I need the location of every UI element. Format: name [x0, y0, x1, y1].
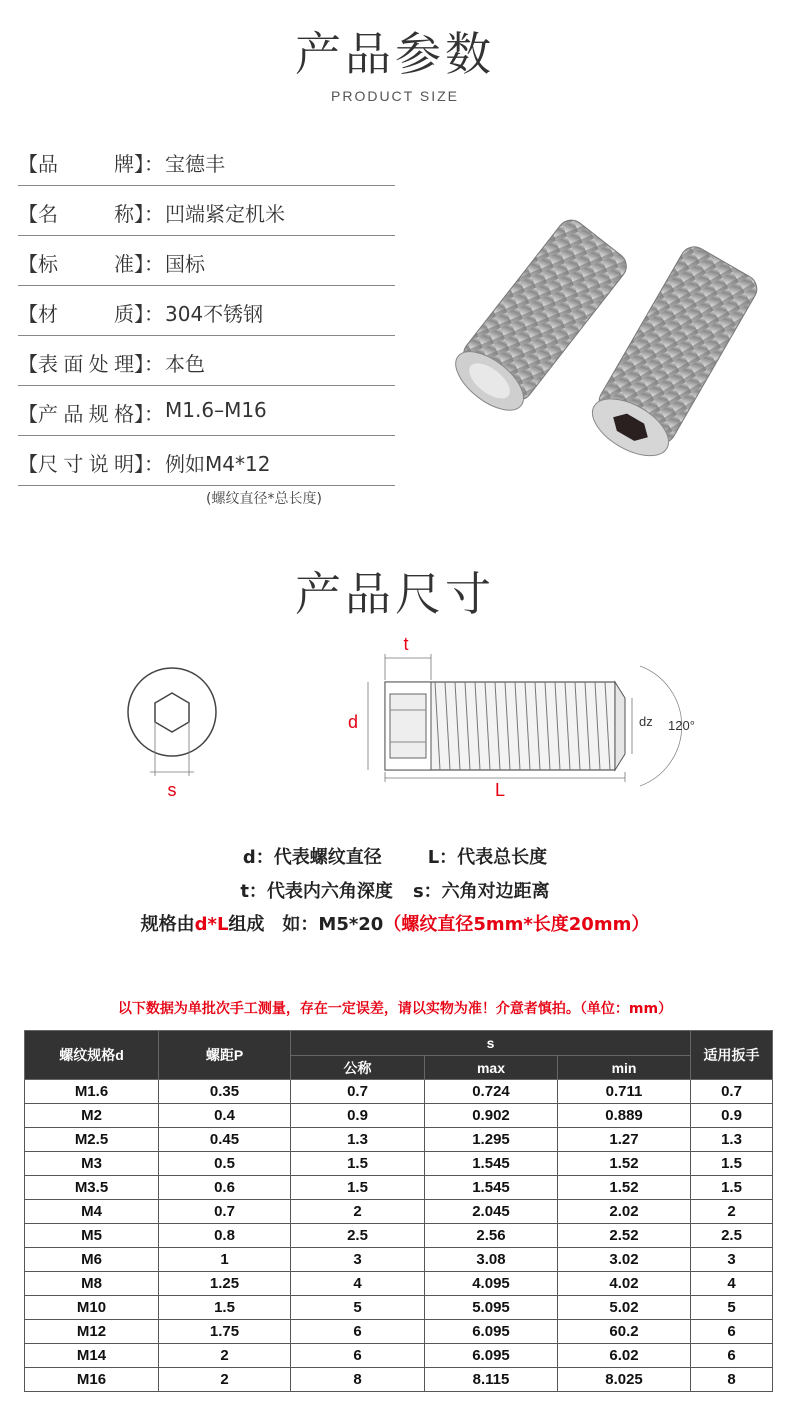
table-cell: 5: [691, 1296, 773, 1320]
table-cell: 1.5: [159, 1296, 291, 1320]
table-cell: 4.095: [425, 1272, 558, 1296]
header-pitch: 螺距P: [159, 1031, 291, 1080]
table-cell: 6: [691, 1344, 773, 1368]
table-cell: 1.25: [159, 1272, 291, 1296]
spec-value: 凹端紧定机米: [165, 202, 285, 226]
s-label: s: [167, 780, 177, 800]
legend-line-3: [0, 910, 790, 936]
table-row: [25, 1104, 773, 1128]
table-cell: 0.5: [159, 1152, 291, 1176]
table-cell: 3: [691, 1248, 773, 1272]
table-cell: 5.095: [425, 1296, 558, 1320]
table-cell: 0.7: [291, 1080, 425, 1104]
spec-row: [18, 236, 395, 286]
legend-line-1: [0, 843, 790, 869]
measurement-warning: 以下数据为单批次手工测量，存在一定误差，请以实物为准！介意者慎拍。（单位：mm）: [117, 1001, 673, 1017]
table-cell: 0.7: [159, 1200, 291, 1224]
table-cell: 2: [159, 1344, 291, 1368]
legend-formula: d*L: [194, 914, 229, 935]
table-cell: 2: [159, 1368, 291, 1392]
spec-value: 304不锈钢: [165, 302, 264, 326]
table-cell: 2.52: [558, 1224, 691, 1248]
table-cell: M16: [25, 1368, 159, 1392]
spec-row: [18, 336, 395, 386]
legend-t: t：代表内六角深度: [240, 881, 393, 902]
table-cell: 8: [691, 1368, 773, 1392]
table-row: [25, 1152, 773, 1176]
L-label: L: [494, 780, 506, 800]
spec-value: 宝德丰: [165, 152, 225, 176]
header-min: min: [558, 1056, 691, 1080]
dimension-diagram: [100, 630, 720, 810]
table-cell: 3: [291, 1248, 425, 1272]
legend-example: 组成 如：M5*20: [228, 914, 384, 935]
spec-label: 【标准】：: [18, 252, 164, 276]
table-cell: 1.545: [425, 1152, 558, 1176]
table-cell: 6.095: [425, 1320, 558, 1344]
d-label: d: [347, 712, 359, 732]
table-cell: M5: [25, 1224, 159, 1248]
page-subtitle: PRODUCT SIZE: [331, 88, 459, 104]
table-cell: 1: [159, 1248, 291, 1272]
spec-note: (螺纹直径*总长度): [206, 491, 322, 507]
spec-label: 【尺寸说明】：: [18, 452, 164, 476]
table-cell: 1.5: [691, 1152, 773, 1176]
header-max: max: [425, 1056, 558, 1080]
table-cell: M2: [25, 1104, 159, 1128]
header-nominal: 公称: [291, 1056, 425, 1080]
spec-label: 【材质】：: [18, 302, 164, 326]
table-cell: 1.5: [291, 1152, 425, 1176]
table-cell: 1.75: [159, 1320, 291, 1344]
page-title: 产品参数: [295, 27, 495, 81]
table-row: [25, 1248, 773, 1272]
table-cell: 0.711: [558, 1080, 691, 1104]
legend-d: d：代表螺纹直径: [242, 847, 382, 868]
header-s: s: [291, 1031, 691, 1056]
table-cell: M10: [25, 1296, 159, 1320]
spec-label: 【品牌】：: [18, 152, 164, 176]
table-cell: M1.6: [25, 1080, 159, 1104]
table-row: [25, 1320, 773, 1344]
table-cell: 8.115: [425, 1368, 558, 1392]
dz-label: dz: [639, 714, 653, 729]
table-cell: 2.5: [691, 1224, 773, 1248]
table-cell: M2.5: [25, 1128, 159, 1152]
table-cell: 6: [691, 1320, 773, 1344]
table-cell: 1.545: [425, 1176, 558, 1200]
table-cell: 0.4: [159, 1104, 291, 1128]
table-cell: 1.52: [558, 1152, 691, 1176]
table-cell: 2: [691, 1200, 773, 1224]
table-cell: M14: [25, 1344, 159, 1368]
table-cell: 0.7: [691, 1080, 773, 1104]
table-cell: 2.5: [291, 1224, 425, 1248]
header-wrench: 适用扳手: [691, 1031, 773, 1080]
table-cell: 6.02: [558, 1344, 691, 1368]
table-cell: 1.3: [291, 1128, 425, 1152]
spec-label: 【名称】：: [18, 202, 164, 226]
table-cell: 4.02: [558, 1272, 691, 1296]
table-cell: 4: [291, 1272, 425, 1296]
angle-label: 120°: [668, 718, 695, 733]
table-cell: 1.295: [425, 1128, 558, 1152]
table-cell: 4: [691, 1272, 773, 1296]
table-row: [25, 1296, 773, 1320]
table-cell: 3.08: [425, 1248, 558, 1272]
spec-row: [18, 286, 395, 336]
end-view: [128, 668, 216, 800]
spec-value: 国标: [165, 252, 205, 276]
table-cell: 0.6: [159, 1176, 291, 1200]
table-cell: 0.45: [159, 1128, 291, 1152]
table-cell: 1.52: [558, 1176, 691, 1200]
table-cell: 6.095: [425, 1344, 558, 1368]
table-row: [25, 1224, 773, 1248]
spec-row: [18, 186, 395, 236]
table-cell: 60.2: [558, 1320, 691, 1344]
spec-label: 【表面处理】：: [18, 352, 164, 376]
spec-value: 例如M4*12: [165, 452, 271, 476]
table-cell: 5: [291, 1296, 425, 1320]
table-cell: 3.02: [558, 1248, 691, 1272]
spec-row: [18, 136, 395, 186]
table-cell: 0.9: [291, 1104, 425, 1128]
spec-row: [18, 436, 395, 486]
legend-example-note: （螺纹直径5mm*长度20mm）: [383, 914, 650, 935]
table-cell: 2.045: [425, 1200, 558, 1224]
spec-label: 【产品规格】：: [18, 402, 164, 426]
table-cell: M12: [25, 1320, 159, 1344]
table-cell: 6: [291, 1320, 425, 1344]
table-row: [25, 1368, 773, 1392]
legend-s: s：六角对边距离: [412, 881, 550, 902]
legend-L: L：代表总长度: [427, 847, 548, 868]
table-cell: 8: [291, 1368, 425, 1392]
table-cell: 0.8: [159, 1224, 291, 1248]
table-cell: 2.56: [425, 1224, 558, 1248]
table-cell: 0.889: [558, 1104, 691, 1128]
table-cell: M8: [25, 1272, 159, 1296]
spec-value: 本色: [165, 352, 205, 376]
table-row: [25, 1080, 773, 1104]
table-cell: 1.5: [291, 1176, 425, 1200]
t-label: t: [403, 634, 409, 654]
table-cell: 0.9: [691, 1104, 773, 1128]
table-cell: 0.724: [425, 1080, 558, 1104]
table-row: [25, 1344, 773, 1368]
table-row: [25, 1272, 773, 1296]
table-cell: 5.02: [558, 1296, 691, 1320]
side-view: [348, 634, 695, 800]
table-cell: 6: [291, 1344, 425, 1368]
spec-value: M1.6–M16: [165, 398, 267, 422]
table-cell: 8.025: [558, 1368, 691, 1392]
table-cell: M3.5: [25, 1176, 159, 1200]
table-cell: 2: [291, 1200, 425, 1224]
table-cell: 1.3: [691, 1128, 773, 1152]
product-photo: [440, 200, 790, 460]
size-table: [24, 1030, 773, 1392]
table-cell: 1.5: [691, 1176, 773, 1200]
table-cell: M3: [25, 1152, 159, 1176]
table-cell: 0.35: [159, 1080, 291, 1104]
table-cell: 1.27: [558, 1128, 691, 1152]
legend-line-2: [0, 877, 790, 903]
size-section-title: 产品尺寸: [295, 567, 495, 621]
table-row: [25, 1176, 773, 1200]
header-spec: 螺纹规格d: [25, 1031, 159, 1080]
spec-row: [18, 386, 395, 436]
table-row: [25, 1200, 773, 1224]
table-cell: 0.902: [425, 1104, 558, 1128]
table-cell: M4: [25, 1200, 159, 1224]
table-cell: 2.02: [558, 1200, 691, 1224]
table-cell: M6: [25, 1248, 159, 1272]
table-row: [25, 1128, 773, 1152]
legend-prefix: 规格由: [140, 914, 195, 935]
